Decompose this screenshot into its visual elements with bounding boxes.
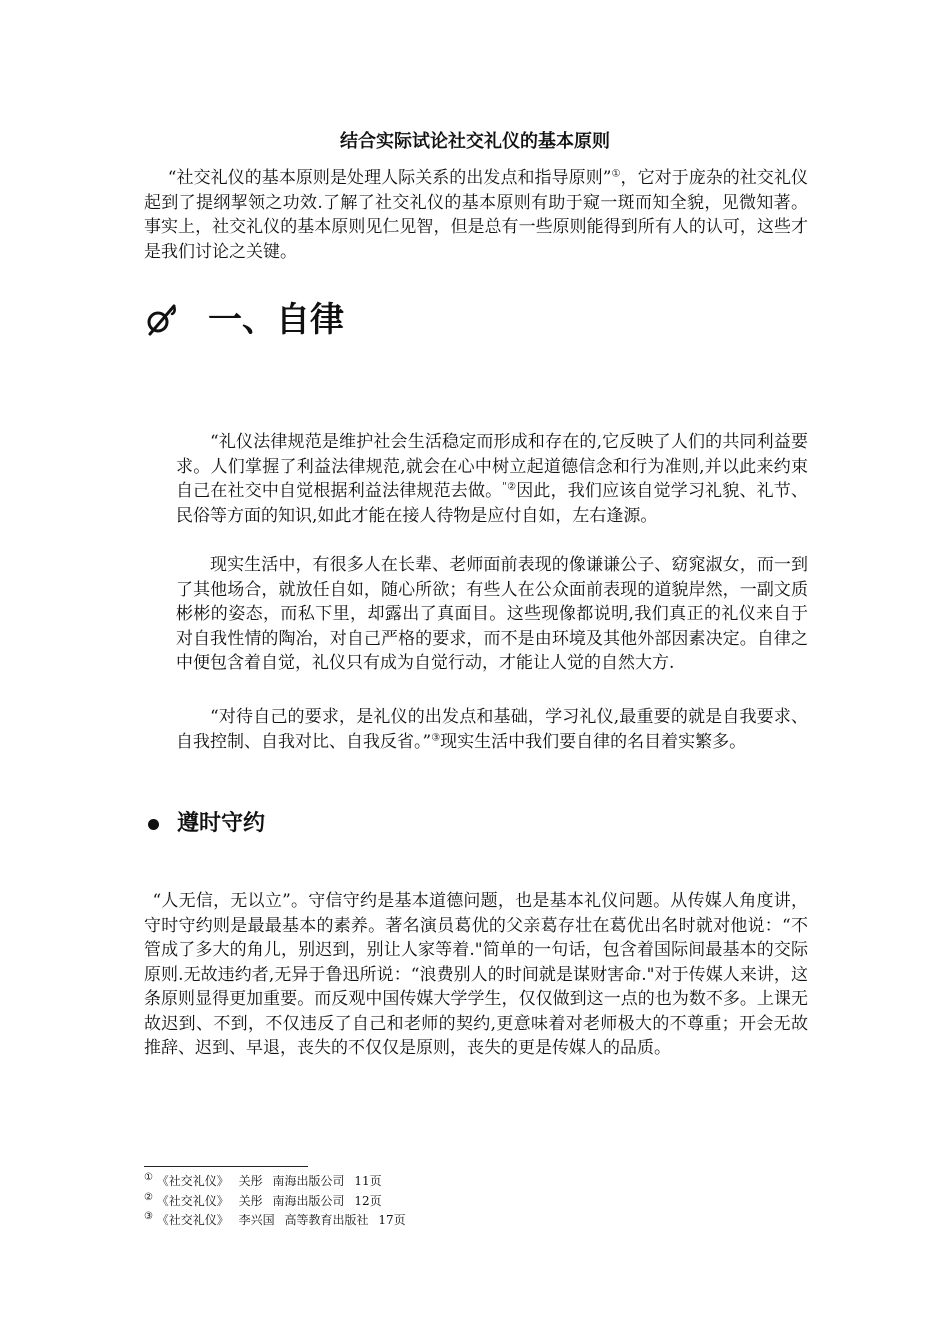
- footnote-mark: ③: [144, 1211, 153, 1222]
- paragraph-text: 因此，我们应该自觉学习礼貌、礼节、民俗等方面的知识,如此才能在接人待物是应付自如，左右逢源。: [176, 481, 808, 526]
- footnote-ref-3[interactable]: ③: [431, 731, 441, 743]
- footnote-ref-2[interactable]: "②: [502, 481, 517, 493]
- self-discipline-paragraph-1: [176, 430, 808, 528]
- paragraph-text: “对待自己的要求，是礼仪的出发点和基础，学习礼仪,最重要的就是自我要求、自我控制、自我对比、自我反省。”: [176, 707, 808, 752]
- document-title: 结合实际试论社交礼仪的基本原则: [340, 131, 610, 152]
- subheading-text: 遵时守约: [177, 811, 266, 836]
- footnote-book: 《社交礼仪》: [156, 1194, 229, 1208]
- footnote-publisher: 高等教育出版社: [284, 1213, 369, 1227]
- section-heading-self-discipline: [144, 296, 344, 344]
- self-discipline-paragraph-2: 现实生活中，有很多人在长辈、老师面前表现的像谦谦公子、窈窕淑女，而一到了其他场合，就放任自如，随心所欲；有些人在公众面前表现的道貌岸然，一副文质彬彬的姿态，而私下里，却露出了真面目。这些现像都说明,我们真正的礼仪来自于对自我性情的陶冶，对自己严格的要求，而不是由环境及其他外部因素决定。自律之中便包含着自觉，礼仪只有成为自觉行动，才能让人觉的自然大方.: [176, 555, 808, 673]
- footnote-2: [144, 1193, 388, 1209]
- footnote-author: 李兴国: [238, 1213, 275, 1227]
- footnote-book: 《社交礼仪》: [156, 1213, 229, 1227]
- subheading-punctuality: [144, 808, 265, 840]
- footnote-page: 11页: [354, 1174, 382, 1188]
- footnote-book: 《社交礼仪》: [156, 1174, 229, 1188]
- heading-wingding-symbol-icon: [144, 302, 208, 338]
- footnote-publisher: 南海出版公司: [272, 1194, 345, 1208]
- footnote-mark: ②: [144, 1192, 153, 1203]
- self-discipline-paragraph-3: [176, 705, 808, 754]
- paragraph-text: 现实生活中我们要自律的名目着实繁多。: [440, 731, 747, 752]
- intro-paragraph: [144, 166, 808, 264]
- footnote-page: 12页: [354, 1194, 382, 1208]
- footnote-1: [144, 1173, 388, 1189]
- paragraph-text: “礼仪法律规范是维护社会生活稳定而形成和存在的,它反映了人们的共同利益要求。人们掌握了利益法律规范,就会在心中树立起道德信念和行为准则,并以此来约束自己在社交中自觉根据利益法律规范去做。: [176, 432, 808, 501]
- punctuality-paragraph: “人无信，无以立”。守信守约是基本道德问题，也是基本礼仪问题。从传媒人角度讲，守时守约则是最最基本的素养。著名演员葛优的父亲葛存壮在葛优出名时就对他说：“不管成了多大的角儿，别迟到，别让人家等着."简单的一句话，包含着国际间最基本的交际原则.无故违约者,无异于鲁迅所说：“浪费别人的时间就是谋财害命."对于传媒人来讲，这条原则显得更加重要。而反观中国传媒大学学生，仅仅做到这一点的也为数不多。上课无故迟到、不到，不仅违反了自己和老师的契约,更意味着对老师极大的不尊重；开会无故推辞、迟到、早退，丧失的不仅仅是原则，丧失的更是传媒人的品质。: [144, 891, 808, 1058]
- footnote-3: [144, 1212, 412, 1228]
- intro-text: ，它对于庞杂的社交礼仪起到了提纲挈领之功效.了解了社交礼仪的基本原则有助于窥一斑而知全貌，见微知著。事实上，社交礼仪的基本原则见仁见智，但是总有一些原则能得到所有人的认可，这些才是我们讨论之关键。: [144, 168, 809, 262]
- footnote-page: 17页: [378, 1213, 406, 1227]
- footnote-mark: ①: [144, 1172, 153, 1183]
- section-heading-text: 一、自律: [208, 300, 344, 340]
- footnote-separator: [144, 1166, 308, 1167]
- intro-quote: “社交礼仪的基本原则是处理人际关系的出发点和指导原则”: [167, 168, 612, 188]
- footnote-publisher: 南海出版公司: [272, 1174, 345, 1188]
- footnote-author: 关彤: [238, 1194, 263, 1208]
- bullet-icon: [148, 819, 159, 830]
- footnote-author: 关彤: [238, 1174, 263, 1188]
- footnote-ref-1[interactable]: ①: [611, 168, 621, 180]
